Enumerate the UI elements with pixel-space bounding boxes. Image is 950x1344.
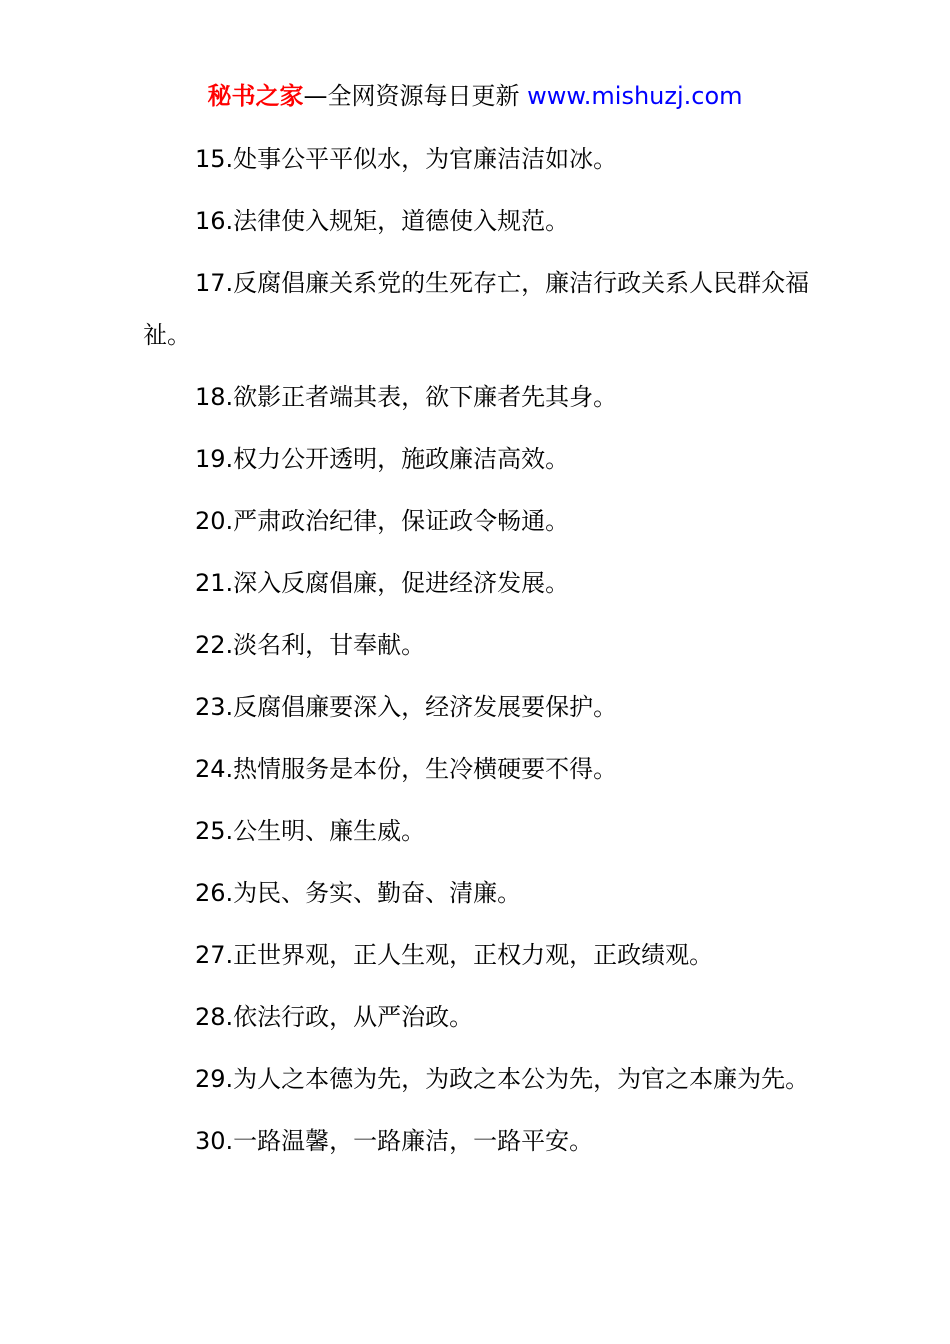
list-item: 24.热情服务是本份，生冷横硬要不得。 <box>195 755 618 783</box>
list-item: 21.深入反腐倡廉，促进经济发展。 <box>195 569 570 597</box>
list-item: 30.一路温馨，一路廉洁，一路平安。 <box>195 1127 594 1155</box>
list-item: 22.淡名利，甘奉献。 <box>195 631 426 659</box>
page-header <box>0 78 950 114</box>
site-url-link[interactable]: www.mishuzj.com <box>527 82 743 110</box>
list-item: 15.处事公平平似水，为官廉洁洁如冰。 <box>195 145 618 173</box>
list-item: 20.严肃政治纪律，保证政令畅通。 <box>195 507 570 535</box>
list-item: 25.公生明、廉生威。 <box>195 817 426 845</box>
list-item: 29.为人之本德为先，为政之本公为先，为官之本廉为先。 <box>195 1065 810 1093</box>
list-item: 27.正世界观，正人生观，正权力观，正政绩观。 <box>195 941 714 969</box>
brand-name: 秘书之家 <box>207 82 304 110</box>
list-item: 26.为民、务实、勤奋、清廉。 <box>195 879 522 907</box>
list-item: 17.反腐倡廉关系党的生死存亡，廉洁行政关系人民群众福祉。 <box>143 269 810 349</box>
list-item: 16.法律使入规矩，道德使入规范。 <box>195 207 570 235</box>
header-tagline: —全网资源每日更新 <box>303 82 520 110</box>
list-item: 28.依法行政，从严治政。 <box>195 1003 474 1031</box>
list-item: 18.欲影正者端其表，欲下廉者先其身。 <box>195 383 618 411</box>
list-item: 23.反腐倡廉要深入，经济发展要保护。 <box>195 693 618 721</box>
document-body <box>143 128 813 1172</box>
list-item: 19.权力公开透明，施政廉洁高效。 <box>195 445 570 473</box>
